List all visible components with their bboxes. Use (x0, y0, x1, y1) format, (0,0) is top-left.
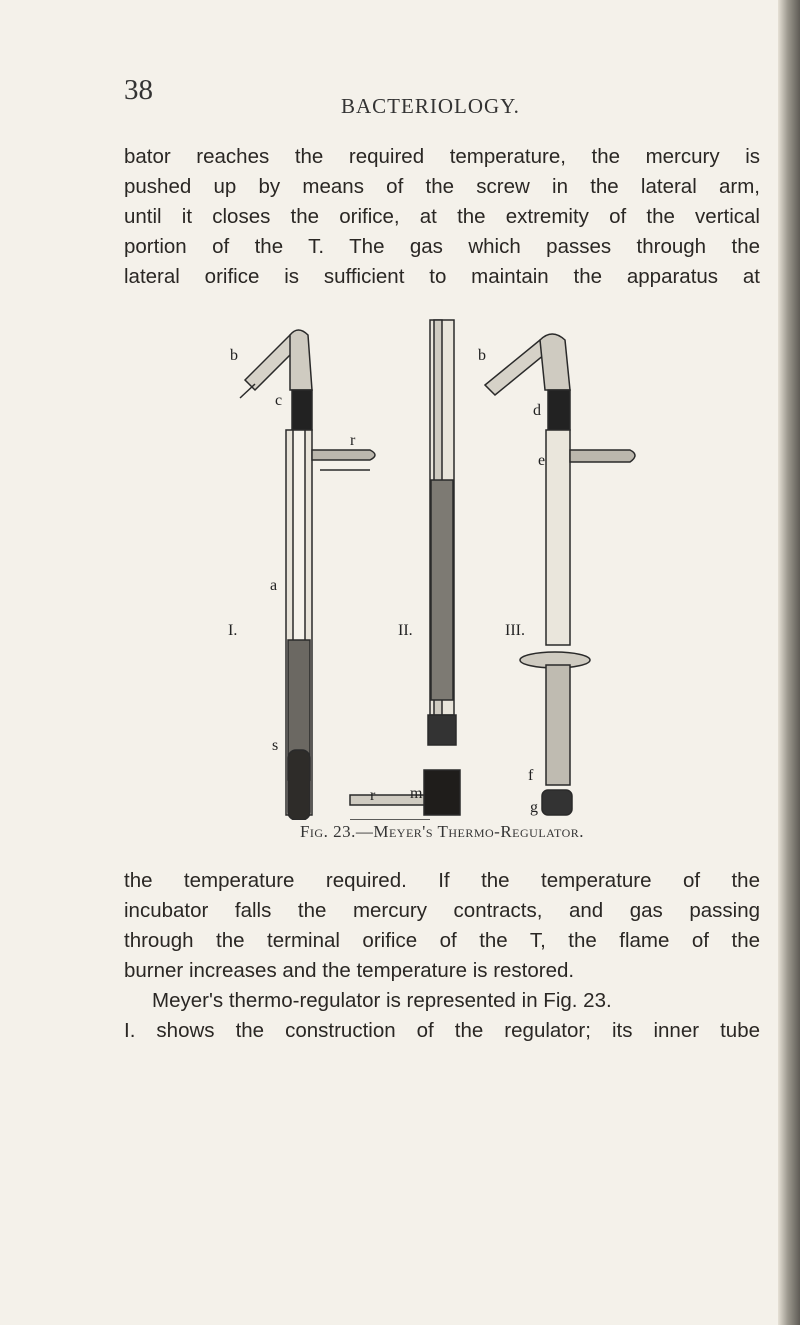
paragraph-bottom (124, 866, 760, 986)
text-line: lateral orifice is sufficient to maintain the apparatus at (124, 265, 760, 288)
caption-prefix: Fig. 23. (299, 822, 356, 841)
paragraph-next (124, 986, 760, 1046)
label-c: c (275, 392, 283, 409)
figure-three-apparatus (485, 334, 635, 815)
label-e: e (538, 452, 546, 469)
label-fig-two: II. (398, 622, 413, 639)
text-line: Meyer's thermo-regulator is represented in Fig. 23. (152, 989, 612, 1012)
label-fig-one: I. (228, 622, 238, 639)
text-line: until it closes the orifice, at the extremity of the vertical (124, 205, 760, 228)
figure-caption (124, 822, 760, 842)
text-line: through the terminal orifice of the T, the flame of the (124, 929, 760, 952)
caption-dash: — (355, 822, 374, 841)
label-s: s (272, 737, 279, 754)
caption-title: Meyer's Thermo-Regulator. (373, 822, 585, 841)
label-b-three: b (478, 347, 486, 364)
text-line: I. shows the construction of the regulator; its inner tube (124, 1019, 760, 1042)
label-d: d (533, 402, 541, 419)
text-line: incubator falls the mercury contracts, and gas passing (124, 899, 760, 922)
label-m: m (410, 785, 423, 802)
label-fig-three: III. (505, 622, 525, 639)
label-f: f (528, 767, 534, 784)
label-r-two: r (370, 787, 376, 804)
text-line: portion of the T. The gas which passes through the (124, 235, 760, 258)
label-a: a (270, 577, 278, 594)
paragraph-top (124, 142, 760, 292)
label-g: g (530, 799, 538, 816)
text-line: pushed up by means of the screw in the lateral arm, (124, 175, 760, 198)
text-line: burner increases and the temperature is restored. (124, 959, 575, 982)
figure-one-apparatus (240, 330, 375, 820)
label-b: b (230, 347, 238, 364)
figure-two-apparatus (350, 320, 460, 820)
page-number: 38 (124, 74, 153, 106)
text-line: the temperature required. If the temperature of the (124, 869, 760, 892)
running-head: BACTERIOLOGY. (341, 94, 520, 118)
text-line: bator reaches the required temperature, the mercury is (124, 145, 760, 168)
thermo-regulator-figure (220, 310, 680, 820)
page-edge-shadow (778, 0, 800, 1325)
label-r: r (350, 432, 356, 449)
